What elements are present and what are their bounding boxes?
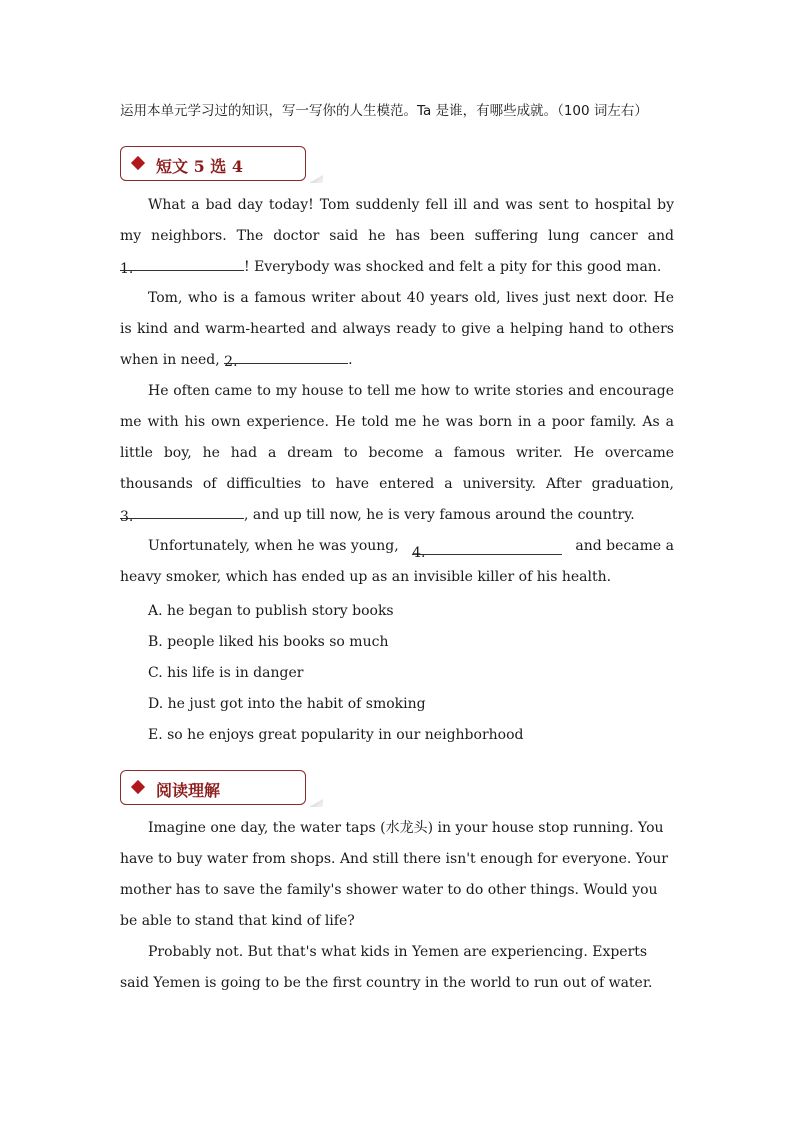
text-line: mother has to save the family's shower water to do other things. Would you	[120, 882, 658, 898]
option-c[interactable]: C. his life is in danger	[148, 665, 304, 681]
section-title: 阅读理解	[156, 781, 221, 800]
text-line	[120, 500, 674, 531]
blank-number: 2.	[224, 354, 238, 370]
text-line	[120, 252, 674, 283]
text-line	[120, 531, 674, 562]
blank-number: 3.	[120, 509, 134, 525]
option-b[interactable]: B. people liked his books so much	[148, 634, 389, 650]
section-title: 短文 5 选 4	[156, 157, 243, 176]
text-line: Imagine one day, the water taps (水龙头) in your house stop running. You	[148, 820, 664, 836]
answer-blank-4[interactable]	[412, 538, 562, 561]
text-line: What a bad day today! Tom suddenly fell ill and was sent to hospital by	[148, 197, 674, 213]
text-line: be able to stand that kind of life?	[120, 913, 355, 929]
text-fragment: when in need,	[120, 352, 225, 368]
writing-prompt: 运用本单元学习过的知识，写一写你的人生模范。Ta 是谁，有哪些成就。（100 词左右）	[120, 103, 648, 119]
text-line: Tom, who is a famous writer about 40 years old, lives just next door. He	[148, 290, 674, 306]
text-line: Probably not. But that's what kids in Yemen are experiencing. Experts	[148, 944, 648, 960]
passage-2	[120, 813, 680, 999]
text-fragment: and became a	[575, 538, 674, 554]
option-e[interactable]: E. so he enjoys great popularity in our neighborhood	[148, 727, 524, 743]
text-fragment: ! Everybody was shocked and felt a pity for this good man.	[244, 259, 662, 275]
text-fragment: Unfortunately, when he was young,	[148, 538, 399, 554]
answer-blank-3[interactable]	[120, 502, 244, 525]
answer-blank-2[interactable]	[224, 347, 348, 370]
header-fold-decoration	[309, 175, 323, 183]
option-a[interactable]: A. he began to publish story books	[148, 603, 394, 619]
diamond-bullet-icon	[131, 156, 145, 170]
text-line: heavy smoker, which has ended up as an invisible killer of his health.	[120, 569, 612, 585]
text-line: have to buy water from shops. And still there isn't enough for everyone. Your	[120, 851, 668, 867]
text-line: He often came to my house to tell me how to write stories and encourage	[148, 383, 674, 399]
section-header-cloze	[120, 146, 306, 181]
text-line	[120, 345, 674, 376]
blank-number: 4.	[412, 545, 426, 561]
blank-number: 1.	[120, 261, 134, 277]
passage-1	[120, 190, 674, 593]
text-line: thousands of difficulties to have entered a university. After graduation,	[120, 476, 674, 492]
section-header-reading	[120, 770, 306, 805]
text-line: my neighbors. The doctor said he has been suffering lung cancer and	[120, 228, 674, 244]
option-d[interactable]: D. he just got into the habit of smoking	[148, 696, 426, 712]
answer-blank-1[interactable]	[120, 254, 244, 277]
header-fold-decoration	[309, 799, 323, 807]
text-line: is kind and warm-hearted and always ready to give a helping hand to others	[120, 321, 674, 337]
text-line: little boy, he had a dream to become a famous writer. He overcame	[120, 445, 674, 461]
text-line: said Yemen is going to be the first country in the world to run out of water.	[120, 975, 653, 991]
text-fragment: .	[348, 352, 353, 368]
diamond-bullet-icon	[131, 780, 145, 794]
text-fragment: , and up till now, he is very famous around the country.	[244, 507, 635, 523]
text-line: me with his own experience. He told me he was born in a poor family. As a	[120, 414, 674, 430]
